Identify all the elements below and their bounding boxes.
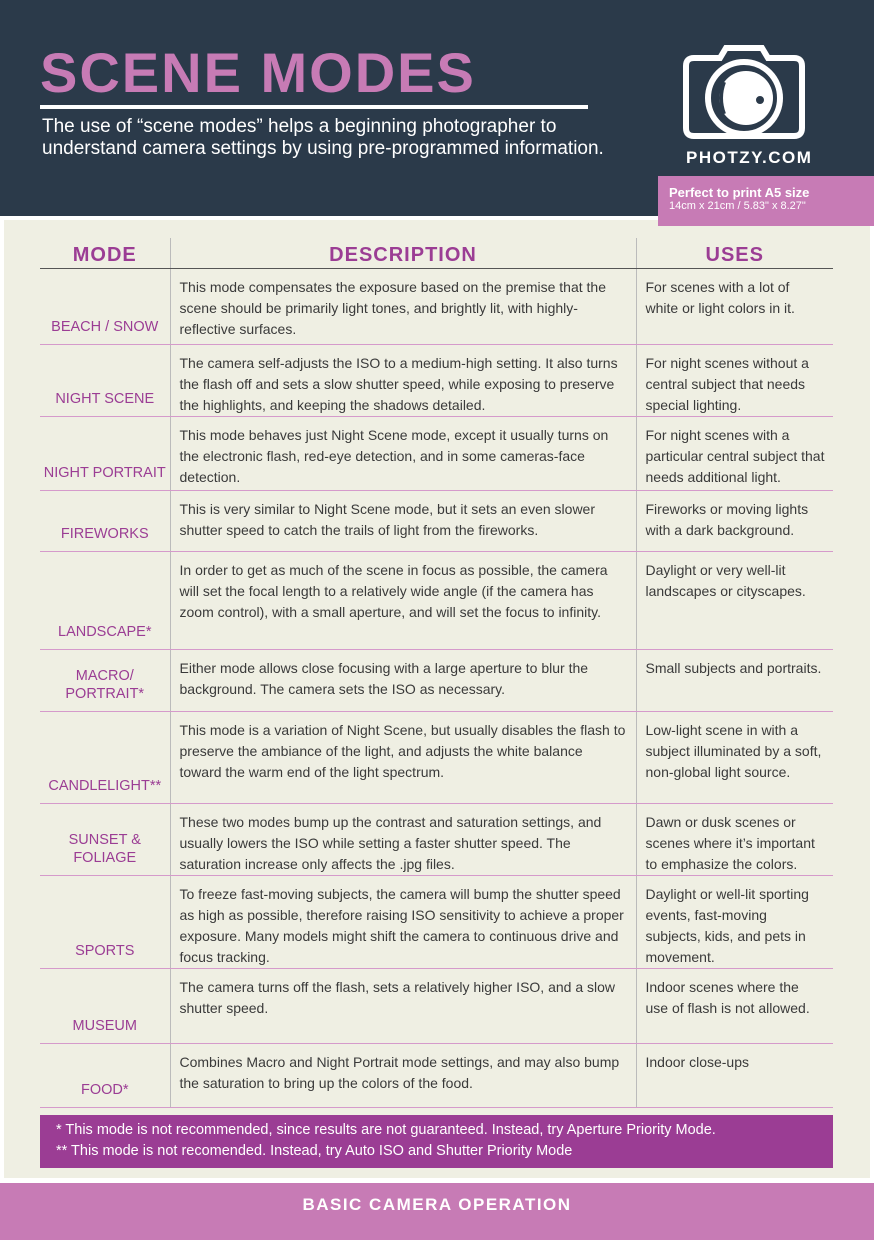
- table-row: [40, 551, 833, 649]
- scene-modes-table: [40, 238, 833, 1108]
- uses-cell: For scenes with a lot of white or light colors in it.: [636, 268, 833, 344]
- table-row: [40, 711, 833, 803]
- brand-name: PHOTZY.COM: [686, 148, 813, 167]
- col-description: DESCRIPTION: [170, 238, 636, 268]
- mode-cell: BEACH / SNOW: [40, 268, 170, 344]
- footnotes: [40, 1115, 833, 1168]
- table-row: [40, 490, 833, 551]
- description-cell: These two modes bump up the contrast and saturation settings, and usually lowers the ISO while setting a faster shutter speed. The saturation increase only affects the .jpg files.: [170, 803, 636, 875]
- uses-cell: For night scenes without a central subject that needs special lighting.: [636, 344, 833, 416]
- uses-cell: Small subjects and portraits.: [636, 649, 833, 711]
- table-row: [40, 803, 833, 875]
- uses-cell: Indoor close-ups: [636, 1043, 833, 1107]
- uses-cell: Daylight or well-lit sporting events, fast-moving subjects, kids, and pets in movement.: [636, 875, 833, 968]
- mode-cell: MACRO/ PORTRAIT*: [40, 649, 170, 711]
- description-cell: To freeze fast-moving subjects, the camera will bump the shutter speed as high as possible, therefore raising ISO sensitivity to achieve a proper exposure. Many models might shift the camera to continuous drive and focus tracking.: [170, 875, 636, 968]
- uses-cell: For night scenes with a particular central subject that needs additional light.: [636, 416, 833, 490]
- footnote: ** This mode is not recomended. Instead, try Auto ISO and Shutter Priority Mode: [56, 1143, 573, 1159]
- table-row: [40, 875, 833, 968]
- page-title: SCENE MODES: [40, 41, 476, 104]
- description-cell: Combines Macro and Night Portrait mode settings, and may also bump the saturation to bring up the colors of the food.: [170, 1043, 636, 1107]
- description-cell: This mode is a variation of Night Scene, but usually disables the flash to preserve the ambiance of the light, and adjusts the white balance toward the warm end of the light spectrum.: [170, 711, 636, 803]
- table-row: [40, 1043, 833, 1107]
- mode-cell: NIGHT SCENE: [40, 344, 170, 416]
- mode-cell: FIREWORKS: [40, 490, 170, 551]
- description-cell: The camera turns off the flash, sets a relatively higher ISO, and a slow shutter speed.: [170, 968, 636, 1043]
- uses-cell: Low-light scene in with a subject illuminated by a soft, non-global light source.: [636, 711, 833, 803]
- table-row: [40, 416, 833, 490]
- table-row: [40, 968, 833, 1043]
- description-cell: Either mode allows close focusing with a large aperture to blur the background. The camera sets the ISO as necessary.: [170, 649, 636, 711]
- description-cell: The camera self-adjusts the ISO to a medium-high setting. It also turns the flash off and sets a slow shutter speed, while exposing to preserve the highlights, and keeping the shadows detailed.: [170, 344, 636, 416]
- title-divider: [40, 105, 588, 109]
- print-size: 14cm x 21cm / 5.83" x 8.27": [669, 200, 806, 212]
- col-uses: USES: [636, 238, 833, 268]
- uses-cell: Fireworks or moving lights with a dark background.: [636, 490, 833, 551]
- description-cell: In order to get as much of the scene in focus as possible, the camera will set the focal length to a relatively wide angle (if the camera has zoom control), with a small aperture, and will set the focus to infinity.: [170, 551, 636, 649]
- mode-cell: FOOD*: [40, 1043, 170, 1107]
- mode-cell: NIGHT PORTRAIT: [40, 416, 170, 490]
- camera-logo-icon: [682, 44, 806, 140]
- mode-cell: MUSEUM: [40, 968, 170, 1043]
- table-row: [40, 344, 833, 416]
- table-row: [40, 268, 833, 344]
- mode-cell: SUNSET & FOLIAGE: [40, 803, 170, 875]
- uses-cell: Indoor scenes where the use of flash is not allowed.: [636, 968, 833, 1043]
- intro-text: The use of “scene modes” helps a beginning photographer to understand camera settings by using pre-programmed information.: [42, 116, 604, 159]
- col-mode: MODE: [40, 238, 170, 268]
- description-cell: This mode compensates the exposure based on the premise that the scene should be primarily light tones, and brightly lit, with highly-reflective surfaces.: [170, 268, 636, 344]
- description-cell: This mode behaves just Night Scene mode, except it usually turns on the electronic flash, red-eye detection, and in some cameras-face detection.: [170, 416, 636, 490]
- uses-cell: Daylight or very well-lit landscapes or cityscapes.: [636, 551, 833, 649]
- mode-cell: LANDSCAPE*: [40, 551, 170, 649]
- table-row: [40, 649, 833, 711]
- print-title: Perfect to print A5 size: [669, 185, 810, 200]
- uses-cell: Dawn or dusk scenes or scenes where it’s important to emphasize the colors.: [636, 803, 833, 875]
- footer-bar: BASIC CAMERA OPERATION: [0, 1183, 874, 1240]
- mode-cell: SPORTS: [40, 875, 170, 968]
- print-size-badge: [658, 176, 874, 226]
- description-cell: This is very similar to Night Scene mode, but it sets an even slower shutter speed to catch the trails of light from the fireworks.: [170, 490, 636, 551]
- footnote: * This mode is not recommended, since results are not guaranteed. Instead, try Aperture Priority Mode.: [56, 1122, 716, 1138]
- mode-cell: CANDLELIGHT**: [40, 711, 170, 803]
